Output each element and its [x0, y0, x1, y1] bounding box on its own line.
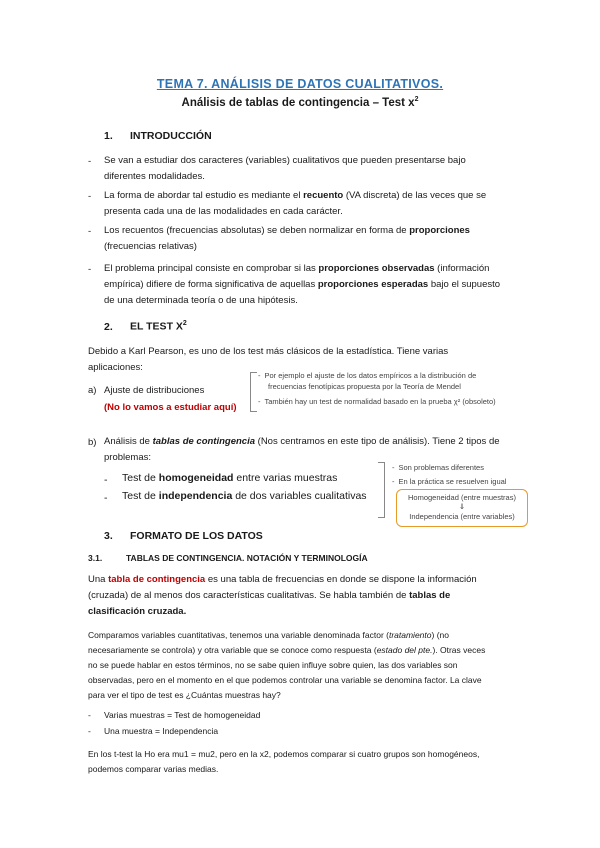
text-line: [104, 188, 514, 204]
text-line: [104, 223, 514, 239]
intro-bullet-1: [104, 153, 514, 185]
text-line: [88, 572, 516, 588]
bullet-dash: -: [104, 492, 108, 504]
text-span: ). Otras veces: [432, 645, 486, 655]
text-span: bajo el supuesto: [428, 279, 501, 290]
una-muestra-item: Una muestra = Independencia: [104, 726, 219, 736]
factor-respuesta-paragraph: [88, 628, 516, 703]
section-heading-test: [104, 320, 187, 333]
intro-bullet-4: [104, 261, 514, 309]
text-line: problemas:: [104, 452, 151, 463]
text-line: Debido a Karl Pearson, es uno de los test más clásicos de la estadística. Tiene varias: [88, 346, 449, 357]
ajuste-distribuciones-label: Ajuste de distribuciones: [104, 385, 205, 396]
text-span: (Nos centramos en este tipo de análisis). Tiene 2 tipos de: [255, 436, 500, 447]
red-bold-span: tabla de contingencia: [108, 574, 206, 585]
text-span: (información: [434, 263, 490, 274]
bold-span: proporciones esperadas: [317, 279, 429, 290]
bold-span: proporciones: [409, 225, 470, 236]
subsection-label: TABLAS DE CONTINGENCIA. NOTACIÓN Y TERMINOLOGÍA: [126, 553, 368, 563]
note-text: Por ejemplo el ajuste de los datos empíricos a la distribución de: [264, 371, 477, 380]
text-line: aplicaciones:: [88, 362, 143, 373]
subsection-heading-tablas: [88, 553, 368, 563]
section-number: 2.: [104, 320, 113, 333]
intro-bullet-3: [104, 223, 514, 255]
text-span: Test de: [122, 490, 159, 502]
subtitle-text: Análisis de tablas de contingencia – Test x: [181, 96, 415, 109]
intro-bullet-2: [104, 188, 514, 220]
text-line: [104, 434, 518, 450]
text-span: Los recuentos (frecuencias absolutas) se deben normalizar en forma de: [104, 225, 410, 236]
note-line: frecuencias fenotípicas propuesta por la Teoría de Mendel: [268, 382, 461, 391]
text-line: para ver el tipo de test es ¿Cuántas muestras hay?: [88, 690, 281, 700]
text-line: [104, 277, 514, 293]
right-brace: [378, 462, 385, 518]
text-line: observadas, pero en el momento en el que podemos controlar una variable se denomina factor. La clave: [88, 675, 482, 685]
section-heading-introduccion: [104, 130, 212, 142]
text-line: [104, 261, 514, 277]
document-subtitle: [0, 96, 600, 109]
section-label: FORMATO DE LOS DATOS: [130, 530, 263, 542]
bullet-dash: -: [88, 156, 92, 167]
document-title: TEMA 7. ANÁLISIS DE DATOS CUALITATIVOS.: [156, 77, 444, 91]
note-text: Son problemas diferentes: [398, 463, 484, 472]
text-span: (cruzada) de al menos dos características cualitativas. Se habla también de: [88, 590, 410, 601]
section-label: INTRODUCCIÓN: [130, 130, 212, 142]
note-line: - Son problemas diferentes: [392, 463, 484, 472]
t-test-paragraph: [88, 747, 518, 777]
bullet-dash: -: [88, 710, 91, 720]
note-text: En la práctica se resuelven igual: [398, 477, 507, 486]
text-line: Se van a estudiar dos caracteres (variables) cualitativos que pueden presentarse bajo: [104, 155, 466, 166]
text-line: [88, 643, 516, 658]
box-line: Independencia (entre variables): [409, 512, 515, 521]
not-studied-note: (No lo vamos a estudiar aquí): [104, 402, 237, 413]
down-arrow-icon: ⇓: [458, 502, 466, 511]
bold-italic-span: tablas de contingencia: [152, 436, 256, 447]
text-line: presenta cada una de las modalidades en cada carácter.: [104, 206, 343, 217]
list-label-b: b): [88, 437, 97, 448]
left-brace: [250, 372, 257, 412]
bold-span: tablas de: [409, 590, 451, 601]
text-span: de dos variables cualitativas: [232, 490, 367, 502]
bold-span: independencia: [158, 490, 233, 502]
text-line: no se puede hablar en estos términos, no se sabe quien influye sobre quien, las dos variables son: [88, 660, 458, 670]
varias-muestras-item: Varias muestras = Test de homogeneidad: [104, 710, 261, 720]
note-text: También hay un test de normalidad basado en la prueba χ² (obsoleto): [264, 397, 496, 406]
text-line: diferentes modalidades.: [104, 171, 205, 182]
section-label: EL TEST X: [130, 320, 183, 333]
ajuste-notes: [258, 370, 518, 407]
text-span: Análisis de: [104, 436, 153, 447]
bullet-dash: -: [88, 191, 92, 202]
text-line: En los t-test la Ho era mu1 = mu2, pero en la x2, podemos comparar si cuatro grupos son homogéneos,: [88, 749, 480, 759]
italic-span: estado del pte.: [376, 645, 433, 655]
bullet-dash: -: [88, 226, 92, 237]
bullet-dash: -: [88, 726, 91, 736]
problem-notes: [392, 462, 522, 487]
text-span: Una: [88, 574, 109, 585]
note-line: - En la práctica se resuelven igual: [392, 477, 507, 486]
note-line: - Por ejemplo el ajuste de los datos empíricos a la distribución de: [258, 371, 477, 380]
text-line: (frecuencias relativas): [104, 241, 197, 252]
italic-span: tratamiento: [388, 630, 432, 640]
text-span: ) (no: [431, 630, 449, 640]
text-span: entre varias muestras: [233, 472, 338, 484]
text-span: empírica) difiere de forma significativa de aquellas: [104, 279, 318, 290]
text-line: podemos comparar varias medias.: [88, 764, 219, 774]
independencia-item: [122, 490, 367, 502]
text-line: de una determinada teoría o de una hipótesis.: [104, 295, 298, 306]
section-number: 3.: [104, 530, 113, 542]
text-span: es una tabla de frecuencias en donde se dispone la información: [205, 574, 477, 585]
bold-span: homogeneidad: [158, 472, 234, 484]
text-line: [88, 628, 516, 643]
bullet-dash: -: [88, 264, 92, 275]
subsection-number: 3.1.: [88, 553, 103, 563]
subtitle-superscript: 2: [414, 96, 419, 103]
section-number: 1.: [104, 130, 113, 142]
text-span: (VA discreta) de las veces que se: [343, 190, 487, 201]
text-span: Comparamos variables cuantitativas, tenemos una variable denominada factor (: [88, 630, 389, 640]
text-span: Test de: [122, 472, 159, 484]
text-span: El problema principal consiste en comprobar si las: [104, 263, 319, 274]
list-label-a: a): [88, 385, 97, 396]
homogeneidad-independencia-box: [396, 489, 528, 527]
text-span: necesariamente se controla) y otra variable que se conoce como respuesta (: [88, 645, 377, 655]
text-span: La forma de abordar tal estudio es mediante el: [104, 190, 304, 201]
box-line: Homogeneidad (entre muestras): [408, 493, 516, 502]
text-line: clasificación cruzada.: [88, 606, 187, 617]
section-superscript: 2: [182, 320, 187, 327]
text-line: [88, 588, 516, 604]
section-heading-formato: [104, 530, 263, 542]
note-line: - También hay un test de normalidad basado en la prueba χ² (obsoleto): [258, 397, 496, 406]
bold-span: proporciones observadas: [318, 263, 435, 274]
bullet-dash: -: [104, 474, 108, 486]
bold-span: recuento: [303, 190, 344, 201]
homogeneidad-item: [122, 472, 337, 484]
tabla-contingencia-definition: [88, 572, 516, 620]
